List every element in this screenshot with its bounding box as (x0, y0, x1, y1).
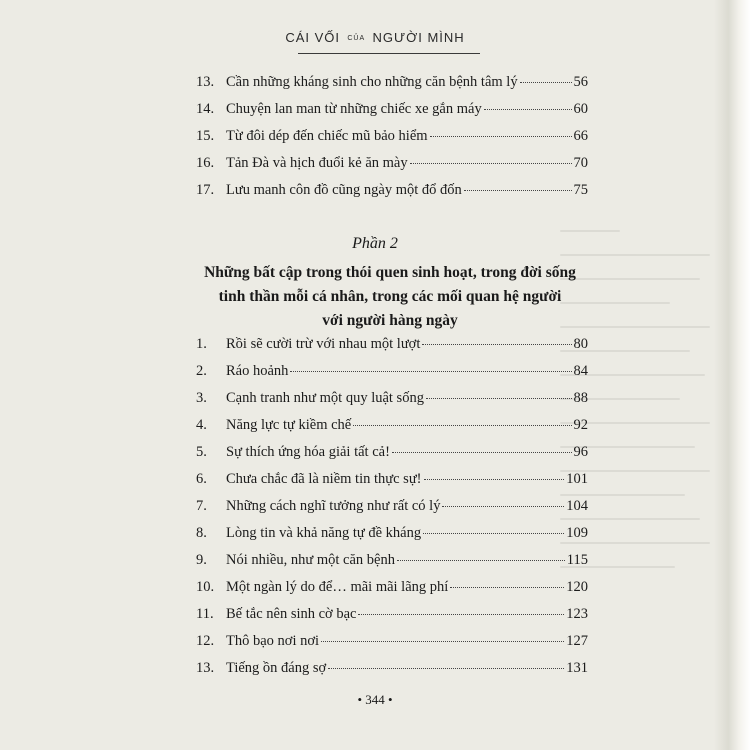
toc-entry-title: Lưu manh côn đồ cũng ngày một đổ đốn (226, 182, 462, 198)
toc-entry-title: Chưa chắc đã là niềm tin thực sự! (226, 471, 422, 487)
toc-leader-dots (464, 190, 572, 191)
header-title-left: CÁI VỐI (285, 30, 340, 45)
header-rule (298, 53, 480, 54)
toc-entry-title: Cần những kháng sinh cho những căn bệnh tâm lý (226, 74, 518, 90)
toc-entry-title: Ráo hoảnh (226, 363, 289, 379)
toc-entry-page: 60 (573, 101, 588, 117)
toc-entry-page: 109 (566, 525, 588, 541)
toc-entry-title: Cạnh tranh như một quy luật sống (226, 390, 424, 406)
toc-entry (196, 101, 588, 127)
toc-entry-number: 12. (196, 633, 215, 649)
header-title-right: NGƯỜI MÌNH (372, 30, 465, 45)
toc-leader-dots (422, 344, 571, 345)
toc-entry-page: 96 (573, 444, 588, 460)
toc-entry (196, 606, 588, 632)
toc-entry-title: Từ đôi dép đến chiếc mũ bảo hiểm (226, 128, 428, 144)
toc-entry-number: 15. (196, 128, 215, 144)
toc-leader-dots (358, 614, 564, 615)
page-number: • 344 • (357, 692, 393, 707)
toc-entry-number: 8. (196, 525, 207, 541)
toc-entry-number: 14. (196, 101, 215, 117)
toc-entry-page: 115 (566, 552, 588, 568)
toc-entry-number: 6. (196, 471, 207, 487)
toc-entry-page: 56 (573, 74, 588, 90)
toc-leader-dots (353, 425, 571, 426)
toc-entry-title: Tản Đà và hịch đuổi kẻ ăn mày (226, 155, 408, 171)
toc-leader-dots (321, 641, 564, 642)
toc-entry-number: 7. (196, 498, 207, 514)
toc-entry-number: 3. (196, 390, 207, 406)
part-title-line: tinh thần mỗi cá nhân, trong các mối quan hệ người (218, 288, 562, 305)
toc-entry-title: Rồi sẽ cười trừ với nhau một lượt (226, 336, 421, 352)
toc-entry-title: Nói nhiều, như một căn bệnh (226, 552, 395, 568)
toc-entry-page: 123 (566, 606, 588, 622)
toc-entry (196, 525, 588, 551)
toc-entry-title: Những cách nghĩ tưởng như rất có lý (226, 498, 441, 514)
toc-entry (196, 363, 588, 389)
toc-entry-number: 4. (196, 417, 207, 433)
toc-entry-number: 16. (196, 155, 215, 171)
header-title-small: CỦA (347, 35, 366, 43)
toc-entry-title: Một ngàn lý do để… mãi mãi lãng phí (226, 579, 449, 595)
toc-entry (196, 390, 588, 416)
toc-entry-number: 10. (196, 579, 215, 595)
toc-entry-number: 13. (196, 660, 215, 676)
toc-entry-title: Thô bạo nơi nơi (226, 633, 320, 649)
toc-entry (196, 417, 588, 443)
toc-leader-dots (410, 163, 572, 164)
toc-entry-title: Lòng tin và khả năng tự đề kháng (226, 525, 422, 541)
toc-entry (196, 336, 588, 362)
toc-entry (196, 444, 588, 470)
toc-entry-page: 127 (566, 633, 588, 649)
part-label: Phần 2 (352, 235, 398, 252)
toc-leader-dots (290, 371, 571, 372)
toc-entry-number: 13. (196, 74, 215, 90)
toc-entry (196, 660, 588, 686)
toc-leader-dots (397, 560, 565, 561)
toc-leader-dots (423, 533, 564, 534)
toc-entry-number: 11. (196, 606, 214, 622)
part-title-line: Những bất cập trong thói quen sinh hoạt, trong đời sống (204, 264, 576, 281)
toc-entry (196, 471, 588, 497)
toc-entry-number: 1. (196, 336, 207, 352)
toc-entry-page: 131 (566, 660, 588, 676)
toc-entry-number: 5. (196, 444, 207, 460)
toc-entry-title: Tiếng ồn đáng sợ (226, 660, 327, 676)
toc-entry-page: 66 (573, 128, 588, 144)
part-title-line: với người hàng ngày (322, 312, 458, 329)
toc-entry-number: 17. (196, 182, 215, 198)
toc-entry (196, 633, 588, 659)
toc-entry-number: 9. (196, 552, 207, 568)
toc-entry-page: 84 (573, 363, 588, 379)
toc-entry (196, 182, 588, 208)
toc-entry-title: Chuyện lan man từ những chiếc xe gắn máy (226, 101, 482, 117)
toc-leader-dots (442, 506, 564, 507)
toc-entry-page: 70 (573, 155, 588, 171)
toc-leader-dots (424, 479, 565, 480)
toc-entry-page: 101 (566, 471, 588, 487)
toc-entry (196, 498, 588, 524)
toc-entry (196, 155, 588, 181)
toc-leader-dots (430, 136, 572, 137)
toc-entry-page: 80 (573, 336, 588, 352)
toc-leader-dots (484, 109, 572, 110)
toc-entry (196, 552, 588, 578)
toc-leader-dots (520, 82, 572, 83)
toc-entry-page: 75 (573, 182, 588, 198)
page-spine-shadow (714, 0, 750, 750)
toc-entry-page: 92 (573, 417, 588, 433)
toc-leader-dots (392, 452, 572, 453)
toc-entry (196, 128, 588, 154)
toc-leader-dots (450, 587, 564, 588)
toc-entry-number: 2. (196, 363, 207, 379)
toc-entry-title: Năng lực tự kiềm chế (226, 417, 352, 433)
toc-entry-page: 88 (573, 390, 588, 406)
running-header (0, 30, 750, 52)
toc-entry-page: 120 (566, 579, 588, 595)
part-title (190, 261, 590, 333)
toc-entry-page: 104 (566, 498, 588, 514)
toc-entry-title: Sự thích ứng hóa giải tất cả! (226, 444, 390, 460)
toc-leader-dots (426, 398, 572, 399)
toc-entry (196, 579, 588, 605)
toc-leader-dots (328, 668, 564, 669)
toc-entry-title: Bế tắc nên sinh cờ bạc (226, 606, 357, 622)
toc-entry (196, 74, 588, 100)
